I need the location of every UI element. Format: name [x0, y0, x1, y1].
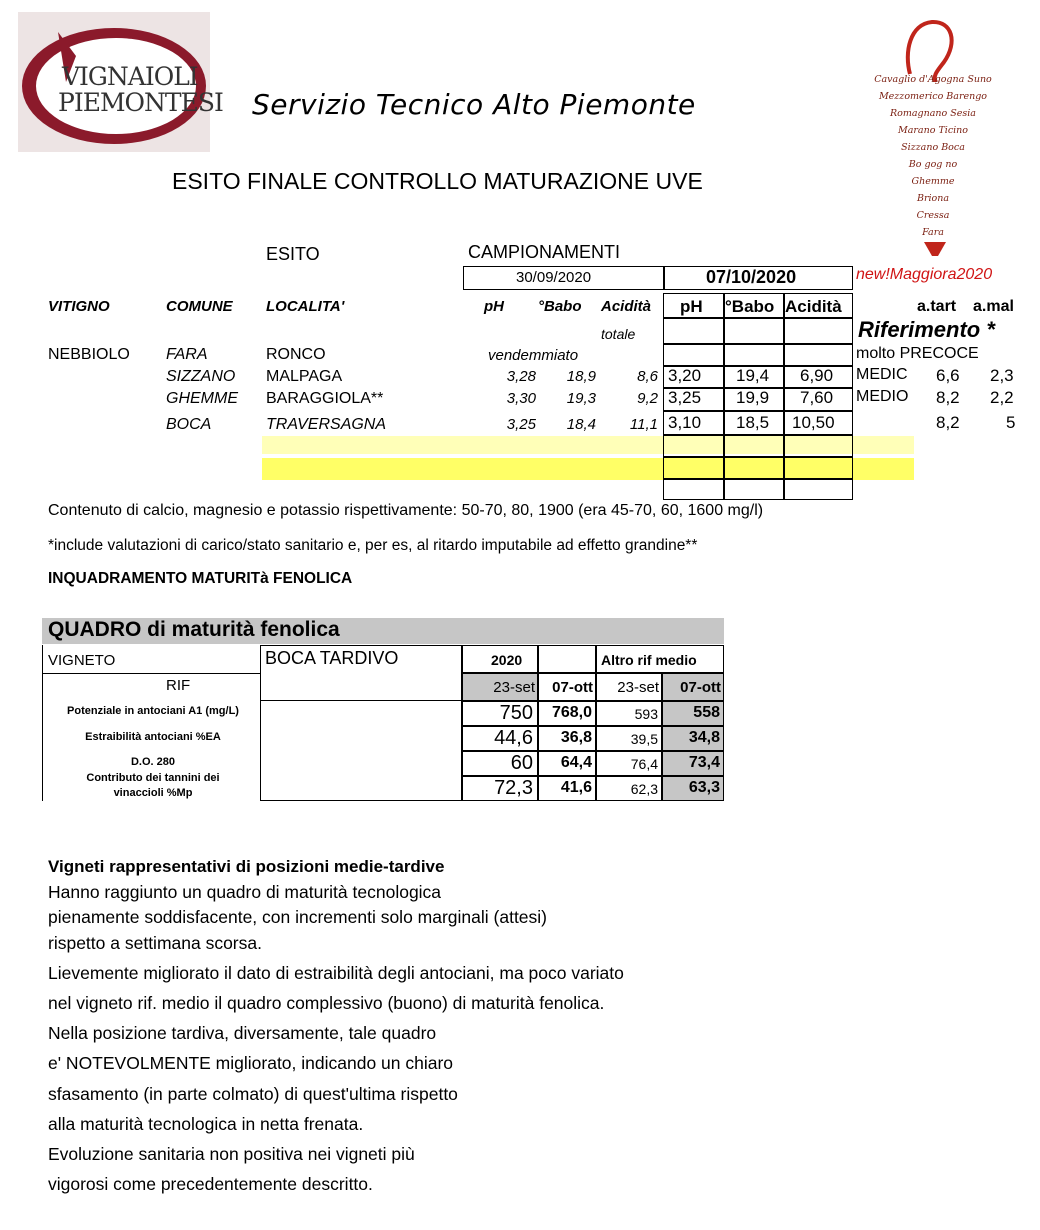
atart: 8,2	[936, 413, 960, 432]
ph-2: 3,20	[668, 366, 702, 385]
vigneto-value: BOCA TARDIVO	[265, 648, 399, 668]
babo-1: 18,4	[566, 416, 596, 433]
value-3: 62,3	[630, 781, 658, 797]
riferimento-value: MEDIC	[856, 366, 908, 383]
riferimento-value: molto PRECOCE	[856, 345, 979, 362]
value-4: 63,3	[688, 779, 720, 796]
label-vigneto: VIGNETO	[48, 652, 116, 669]
village-5: Sizzano Boca	[901, 142, 965, 153]
village-3: Romagnano Sesia	[890, 108, 976, 119]
col-vitigno: VITIGNO	[48, 298, 110, 315]
quadro-row-label: Contributo dei tannini dei	[86, 772, 220, 784]
new-label: new!Maggiora2020	[856, 266, 993, 283]
col-babo-1: °Babo	[538, 298, 582, 315]
village-1: Cavaglio d'Agogna Suno	[874, 74, 992, 85]
riferimento-label: Riferimento *	[858, 317, 995, 342]
ph-1: 3,28	[506, 368, 536, 385]
value-3: 76,4	[630, 756, 658, 772]
comune: FARA	[166, 346, 208, 363]
quadro-title: QUADRO di maturità fenolica	[48, 618, 340, 641]
date-col-3: 23-set	[617, 679, 659, 696]
village-4: Marano Ticino	[897, 125, 969, 136]
riferimento-value: MEDIO	[856, 388, 909, 405]
col-atart: a.tart	[917, 298, 957, 315]
section-title-fenolica: INQUADRAMENTO MATURITà FENOLICA	[48, 570, 353, 587]
body-line: nel vigneto rif. medio il quadro complessivo (buono) di maturità fenolica.	[48, 993, 605, 1013]
acidita-2: 7,60	[800, 388, 834, 407]
quadro-row-label: D.O. 280	[130, 756, 176, 768]
logo-text-2: PIEMONTESI	[58, 88, 223, 117]
body-line: Nella posizione tardiva, diversamente, tale quadro	[48, 1023, 437, 1043]
value-4: 34,8	[688, 729, 720, 746]
quadro-row-label: Potenziale in antociani A1 (mg/L)	[67, 705, 239, 717]
acidita-1: 8,6	[637, 368, 658, 385]
quadro-title-bar	[42, 618, 724, 644]
date-1: 30/09/2020	[516, 269, 592, 286]
village-8: Briona	[916, 193, 950, 204]
date-box-1	[463, 266, 665, 290]
label-campionamenti: CAMPIONAMENTI	[468, 242, 621, 262]
date-col-4: 07-ott	[680, 679, 721, 696]
comune: SIZZANO	[166, 368, 236, 385]
localita: RONCO	[266, 346, 326, 363]
value-3: 593	[634, 706, 658, 722]
babo-1: 18,9	[566, 368, 596, 385]
col-localita: LOCALITA'	[266, 298, 345, 315]
body-line: pienamente soddisfacente, con incrementi solo marginali (attesi)	[48, 907, 548, 927]
body-line: vigorosi come precedentemente descritto.	[48, 1174, 373, 1194]
body-line: Evoluzione sanitaria non positiva nei vigneti più	[48, 1144, 415, 1164]
col-ph-1: pH	[484, 298, 504, 315]
bottle-icon	[858, 12, 1008, 82]
acidita-2: 6,90	[800, 366, 834, 385]
localita: BARAGGIOLA**	[266, 390, 384, 407]
altro-label: Altro rif medio	[601, 652, 697, 668]
col-acidita-1-sub: totale	[601, 326, 636, 342]
acidita-2: 10,50	[792, 413, 835, 432]
col-comune: COMUNE	[166, 298, 233, 315]
value-1: 60	[510, 752, 533, 774]
year-label: 2020	[491, 652, 523, 668]
value-1: 750	[499, 702, 533, 724]
localita: MALPAGA	[266, 368, 343, 385]
body-line: e' NOTEVOLMENTE migliorato, indicando un chiaro	[48, 1053, 454, 1073]
vendemmiato: vendemmiato	[488, 347, 579, 364]
body-line: rispetto a settimana scorsa.	[48, 933, 262, 953]
ph-2: 3,25	[668, 388, 702, 407]
logo	[18, 12, 223, 152]
quadro-row-label-2: vinaccioli %Mp	[113, 787, 193, 799]
main-title: ESITO FINALE CONTROLLO MATURAZIONE UVE	[172, 168, 703, 194]
date-box-2	[663, 266, 853, 290]
acidita-1: 11,1	[629, 416, 658, 433]
comune: BOCA	[166, 416, 212, 433]
label-esito: ESITO	[266, 244, 320, 264]
body-line: alla maturità tecnologica in netta frenata.	[48, 1114, 364, 1134]
value-2: 768,0	[551, 704, 592, 721]
ph-1: 3,30	[506, 390, 536, 407]
amal: 2,2	[990, 388, 1014, 407]
note-riferimento: *include valutazioni di carico/stato sanitario e, per es, al ritardo imputabile ad effetto grandine**	[48, 537, 698, 554]
body-heading: Vigneti rappresentativi di posizioni medie-tardive	[48, 857, 445, 876]
babo-2: 19,4	[736, 366, 770, 385]
drop-icon	[920, 240, 950, 260]
value-1: 72,3	[494, 777, 533, 799]
village-7: Ghemme	[911, 176, 955, 187]
quadro-rif-line	[42, 673, 260, 674]
comune: GHEMME	[166, 390, 238, 407]
babo-2: 19,9	[736, 388, 770, 407]
logo-text-1: VIGNAIOLI	[62, 62, 198, 91]
label-rif: RIF	[166, 677, 191, 694]
date-col-2: 07-ott	[552, 679, 593, 696]
village-9: Cressa	[916, 210, 950, 221]
village-10: Fara	[922, 227, 944, 238]
col-acidita-2: Acidità	[785, 297, 842, 316]
vitigno-value: NEBBIOLO	[48, 346, 130, 363]
value-4: 73,4	[688, 754, 720, 771]
body-line: sfasamento (in parte colmato) di quest'ultima rispetto	[48, 1084, 458, 1104]
acidita-1: 9,2	[637, 390, 658, 407]
col-ph-2: pH	[680, 297, 703, 316]
ph-2: 3,10	[668, 413, 702, 432]
amal: 2,3	[990, 366, 1014, 385]
value-2: 36,8	[560, 729, 592, 746]
col-acidita-1: Acidità	[601, 298, 652, 315]
body-line: Hanno raggiunto un quadro di maturità tecnologica	[48, 882, 442, 902]
note-minerals: Contenuto di calcio, magnesio e potassio rispettivamente: 50-70, 80, 1900 (era 45-70, 60, 1600 mg/l)	[48, 502, 764, 519]
value-1: 44,6	[494, 727, 533, 749]
value-2: 64,4	[560, 754, 592, 771]
babo-2: 18,5	[736, 413, 770, 432]
amal: 5	[1006, 413, 1016, 432]
villages-emblem	[858, 12, 1008, 262]
village-6: Bo gog no	[908, 159, 958, 170]
vigneto-value-cell	[260, 645, 462, 801]
atart: 8,2	[936, 388, 960, 407]
quadro-left-line	[42, 645, 43, 801]
date-2: 07/10/2020	[706, 267, 797, 287]
body-line: Lievemente migliorato il dato di estraibilità degli antociani, ma poco variato	[48, 963, 624, 983]
service-title: Servizio Tecnico Alto Piemonte	[252, 88, 696, 121]
col-amal: a.mal	[973, 298, 1014, 315]
village-2: Mezzomerico Barengo	[878, 91, 988, 102]
value-2: 41,6	[560, 779, 592, 796]
date-col-1: 23-set	[493, 679, 535, 696]
col-babo-2: °Babo	[725, 297, 775, 316]
quadro-row-label: Estraibilità antociani %EA	[85, 731, 221, 743]
ph-1: 3,25	[506, 416, 536, 433]
value-3: 39,5	[630, 731, 658, 747]
babo-1: 19,3	[566, 390, 596, 407]
localita: TRAVERSAGNA	[266, 416, 387, 433]
atart: 6,6	[936, 366, 960, 385]
value-4: 558	[693, 704, 720, 721]
